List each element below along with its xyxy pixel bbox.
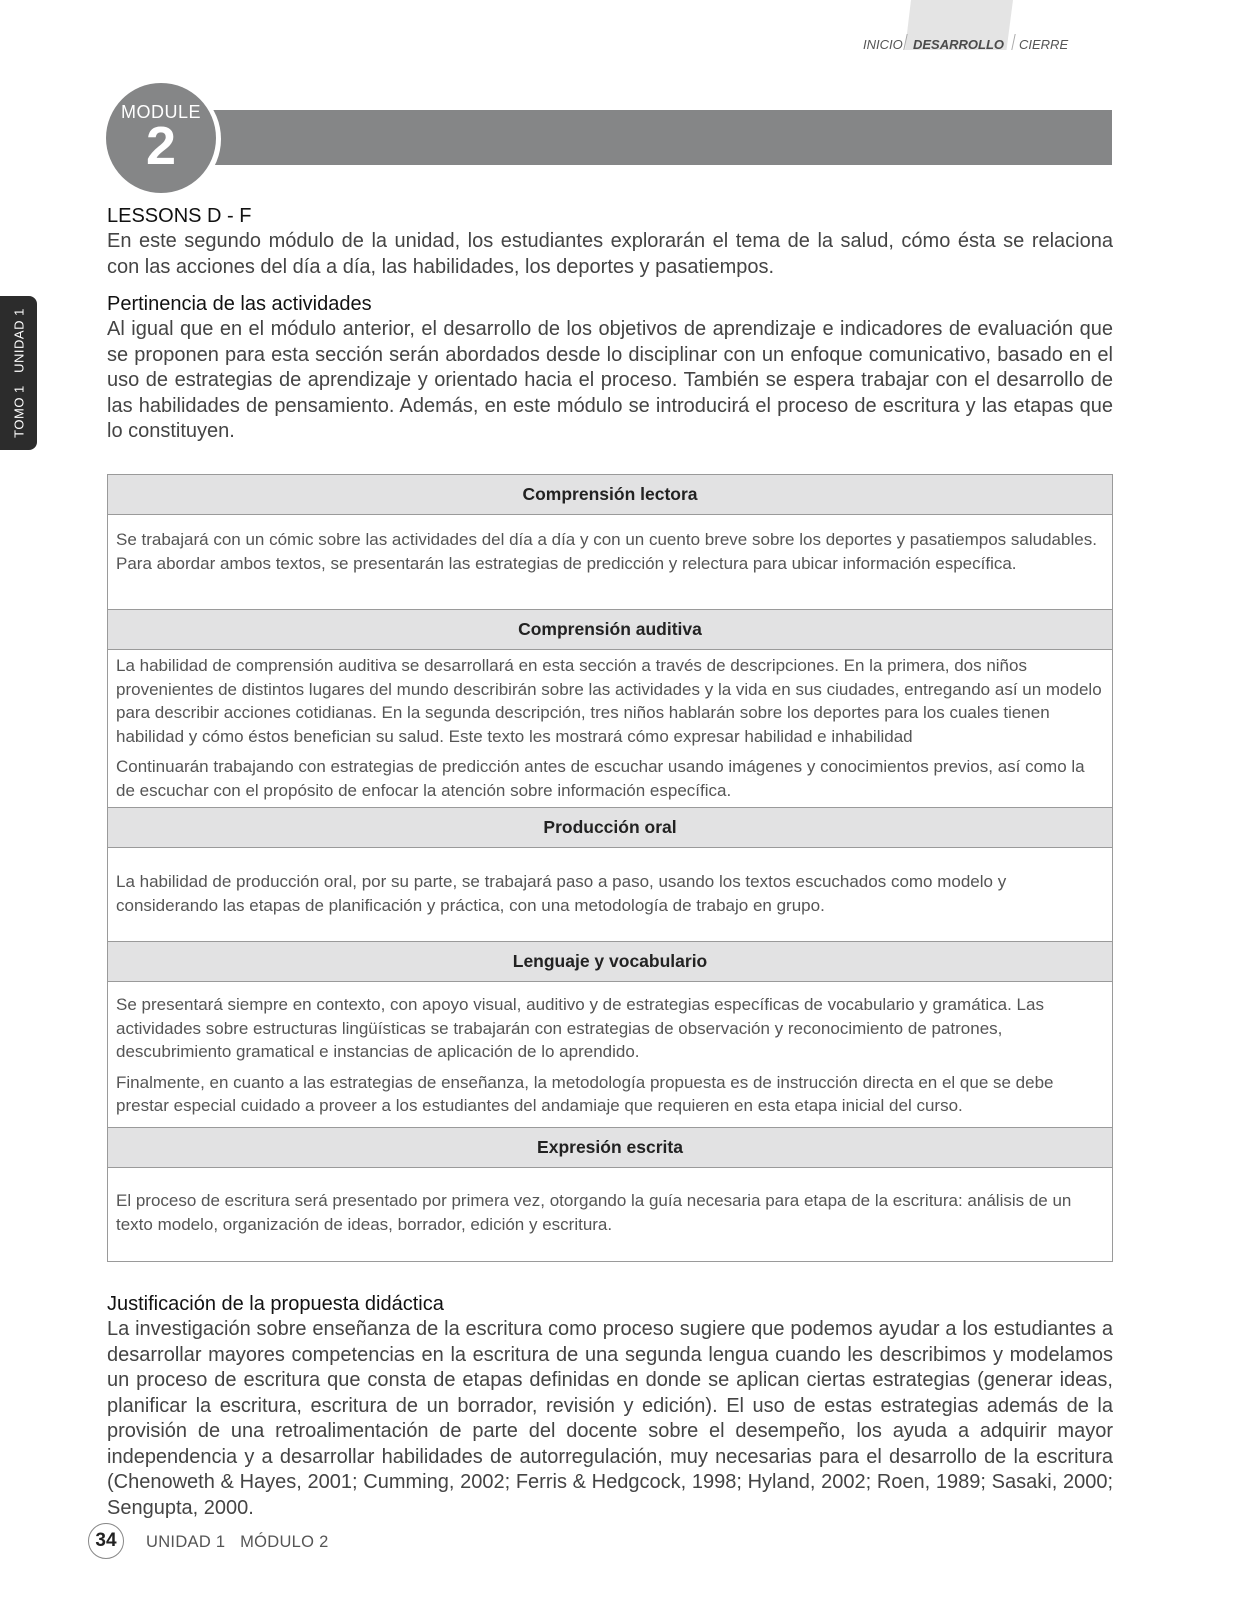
- page-number: 34: [88, 1523, 124, 1559]
- nav-desarrollo[interactable]: DESARROLLO: [913, 37, 1004, 52]
- table-cell-comprension-lectora: [108, 515, 1112, 610]
- skills-table: [107, 474, 1113, 1262]
- nav-inicio[interactable]: INICIO: [863, 37, 903, 52]
- pertinencia-text: Al igual que en el módulo anterior, el desarrollo de los objetivos de aprendizaje e indicadores de evaluación que se proponen para esta sección serán abordados desde lo disciplinar con un enfoque comunicativo, basado en el uso de estrategias de aprendizaje y orientado hacia el proceso. También se espera trabajar con el desarrollo de las habilidades de pensamiento. Además, en este módulo se introducirá el proceso de escritura y las etapas que lo constituyen.: [107, 318, 1113, 442]
- nav-divider: [1011, 34, 1015, 50]
- lessons-title: LESSONS D - F: [107, 205, 252, 227]
- side-tab: [0, 296, 37, 450]
- pertinencia-title: Pertinencia de las actividades: [107, 293, 372, 315]
- module-badge: [106, 83, 216, 193]
- table-header-produccion-oral: Producción oral: [108, 808, 1112, 848]
- table-cell-comprension-auditiva: [108, 650, 1112, 808]
- table-cell-expresion-escrita: [108, 1168, 1112, 1261]
- lessons-section: [107, 204, 1113, 280]
- table-cell-produccion-oral: [108, 848, 1112, 942]
- justificacion-text: La investigación sobre enseñanza de la escritura como proceso sugiere que podemos ayudar a los estudiantes a desarrollar mayores competencias en la escritura de una segunda lengua cuando les describimos y modelamos un proceso de escritura que consta de etapas definidas en donde se aplican ciertas estrategias (generar ideas, planificar la escritura, escritura de un borrador, revisión y edición). El uso de estas estrategias además de la provisión de una retroalimentación de parte del docente sobre el desempeño, los ayuda a adquirir mayor independencia y a desarrollar habilidades de autorregulación, muy necesarias para el desarrollo de la escritura (Chenoweth & Hayes, 2001; Cumming, 2002; Ferris & Hedgcock, 1998; Hyland, 2002; Roen, 1989; Sasaki, 2000; Sengupta, 2000.: [107, 1318, 1113, 1519]
- table-header-lenguaje-vocabulario: Lenguaje y vocabulario: [108, 942, 1112, 982]
- table-paragraph: Continuarán trabajando con estrategias de predicción antes de escuchar usando imágenes y conocimientos previos, así como la de escuchar con el propósito de enfocar la atención sobre información específica.: [116, 757, 1085, 800]
- module-number: 2: [145, 116, 177, 176]
- table-header-expresion-escrita: Expresión escrita: [108, 1128, 1112, 1168]
- table-header-comprension-auditiva: Comprensión auditiva: [108, 610, 1112, 650]
- nav-cierre[interactable]: CIERRE: [1019, 37, 1069, 52]
- table-header-comprension-lectora: Comprensión lectora: [108, 475, 1112, 515]
- side-tab-label: TOMO 1 UNIDAD 1: [11, 308, 26, 438]
- table-cell-lenguaje-vocabulario: [108, 982, 1112, 1128]
- table-paragraph: Se presentará siempre en contexto, con apoyo visual, auditivo y de estrategias específicas de vocabulario y gramática. Las actividades sobre estructuras lingüísticas se trabajarán con estrategias de observación y reconocimiento de patrones, descubrimiento gramatical e instancias de aplicación de lo aprendido.: [116, 995, 1044, 1061]
- module-banner: [200, 110, 1112, 165]
- table-paragraph: Se trabajará con un cómic sobre las actividades del día a día y con un cuento breve sobre los deportes y pasatiempos saludables. Para abordar ambos textos, se presentarán las estrategias de predicción y relectura para ubicar información específica.: [116, 530, 1097, 573]
- pertinencia-section: [107, 292, 1113, 445]
- table-paragraph: Finalmente, en cuanto a las estrategias de enseñanza, la metodología propuesta es de instrucción directa en el que se debe prestar especial cuidado a proveer a los estudiantes del andamiaje que requieren en esta etapa inicial del curso.: [116, 1072, 1054, 1115]
- justificacion-title: Justificación de la propuesta didáctica: [107, 1293, 444, 1315]
- footer-label: UNIDAD 1 MÓDULO 2: [146, 1533, 329, 1551]
- table-paragraph: El proceso de escritura será presentado por primera vez, otorgando la guía necesaria para etapa de la escritura: análisis de un texto modelo, organización de ideas, borrador, edición y escritura.: [116, 1191, 1072, 1234]
- lessons-text: En este segundo módulo de la unidad, los estudiantes explorarán el tema de la salud, cómo ésta se relaciona con las acciones del día a día, las habilidades, los deportes y pasatiempos.: [107, 230, 1113, 278]
- table-paragraph: La habilidad de producción oral, por su parte, se trabajará paso a paso, usando los textos escuchados como modelo y considerando las etapas de planificación y práctica, con una metodología de trabajo en grupo.: [116, 872, 1007, 915]
- module-label: MODULE: [120, 102, 201, 122]
- justificacion-section: [107, 1292, 1113, 1521]
- section-nav: [855, 0, 1095, 58]
- table-paragraph: La habilidad de comprensión auditiva se desarrollará en esta sección a través de descripciones. En la primera, dos niños provenientes de distintos lugares del mundo describirán sobre las actividades y la vida en sus ciudades, entregando así un modelo para describir acciones cotidianas. En la segunda descripción, tres niños hablarán sobre los deportes para los cuales tienen habilidad y cómo éstos benefician su salud. Este texto les mostrará cómo expresar habilidad e inhabilidad: [116, 656, 1102, 746]
